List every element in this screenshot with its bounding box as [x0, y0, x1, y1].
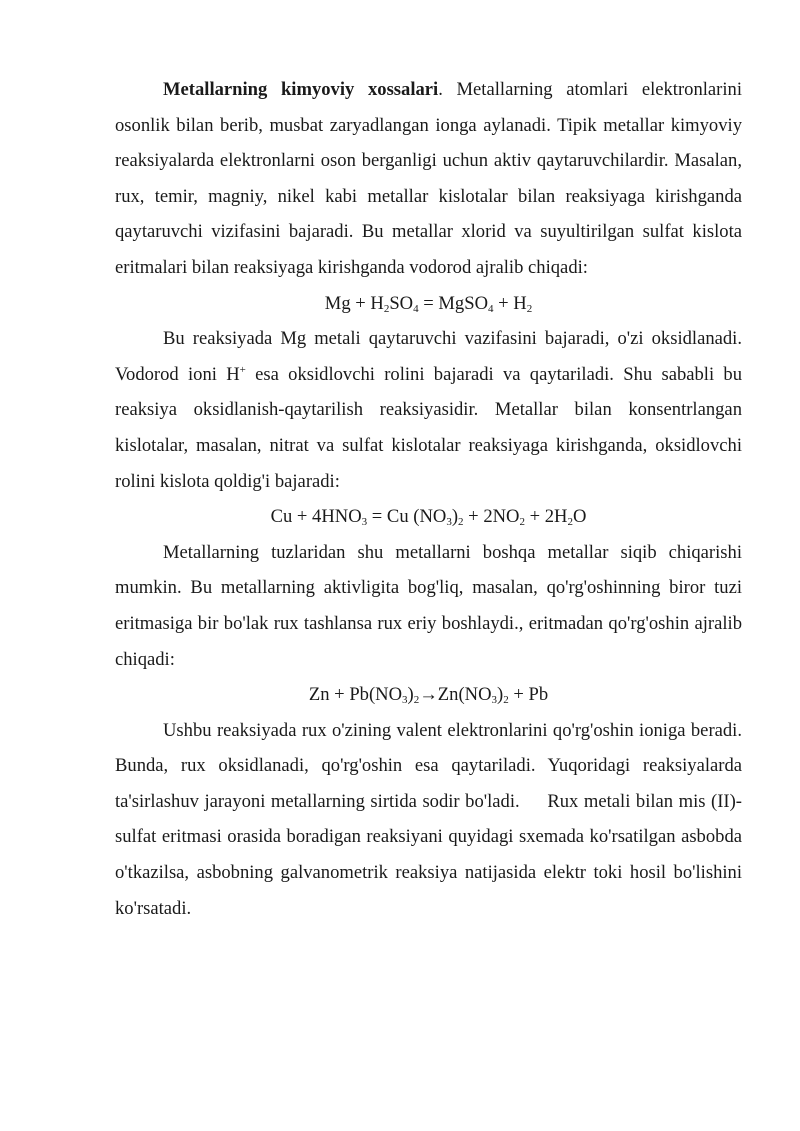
equation-cu-hno3: $Cu + 4HNO_3 = Cu$ $(NO_3)_2 + 2NO_2 + 2H_2O$ [270, 506, 587, 529]
paragraph-mg-reaction: Bu reaksiyada Mg metali qaytaruvchi vazifasini bajaradi, o'zi oksidlanadi. Vodorod ioni H+ esa oksidlovchi rolini bajaradi va qaytariladi. Shu sababli bu reaksiya oksidlanish-qaytarilish reaksiyasidir. Metallar bilan konsentrlangan kislotalar, masalan, nitrat va sulfat kislotalar reaksiyaga kirishganda, oksidlovchi rolini kislota qoldig'i bajaradi: [115, 328, 743, 492]
document-page [115, 72, 747, 926]
paragraph-intro [115, 72, 742, 286]
equation-mg-h2so4: $Mg + H_2SO_4$ = MgSO$_4$ + $H_2$ [324, 292, 533, 315]
paragraph-displacement: Metallarning tuzlaridan shu metallarni boshqa metallar siqib chiqarishi mumkin. Bu metallarning aktivligita bog'liq, masalan, qo'rg'oshinning biror tuzi eritmasiga bir bo'lak rux tashlansa rux eriy boshlaydi., eritmadan qo'rg'oshin ajralib chiqadi: [115, 541, 742, 670]
paragraph-zinc-lead: Ushbu reaksiyada rux o'zining valent elektronlarini qo'rg'oshin ioniga beradi. Bunda, rux oksidlanadi, qo'rg'oshin esa qaytariladi. Yuqoridagi reaksiyalarda ta'sirlashuv jarayoni metallarning sirtida sodir bo'ladi. Rux metali bilan mis (II)- sulfat eritmasi orasida boradigan reaksiyani quyidagi sxemada ko'rsatilgan asbobda o'tkazilsa, asbobning galvanometrik reaksiya natijasida elektr toki hosil bo'lishini ko'rsatadi. [115, 719, 747, 919]
paragraph-intro-text: Metallarning atomlari elektronlarini osonlik bilan berib, musbat zaryadlangan ionga aylanadi. Tipik metallar kimyoviy reaksiyalarda elektronlarni oson berganligi uchun aktiv qaytaruvchilardir. Masalan, rux, temir, magniy, nikel kabi metallar kislotalar bilan reaksiyaga kirishganda qaytaruvchi vizifasini bajaradi. Bu metallar xlorid va suyultirilgan sulfat kislota eritmalari bilan reaksiyaga kirishganda vodorod ajralib chiqadi: [115, 79, 742, 278]
equation-zn-pb: $Zn + Pb(NO_3)_2\to Zn(NO_3)_2 + Pb$ [308, 684, 549, 707]
section-heading: Metallarning kimyoviy xossalari [163, 79, 439, 100]
heading-period: . [438, 79, 443, 100]
